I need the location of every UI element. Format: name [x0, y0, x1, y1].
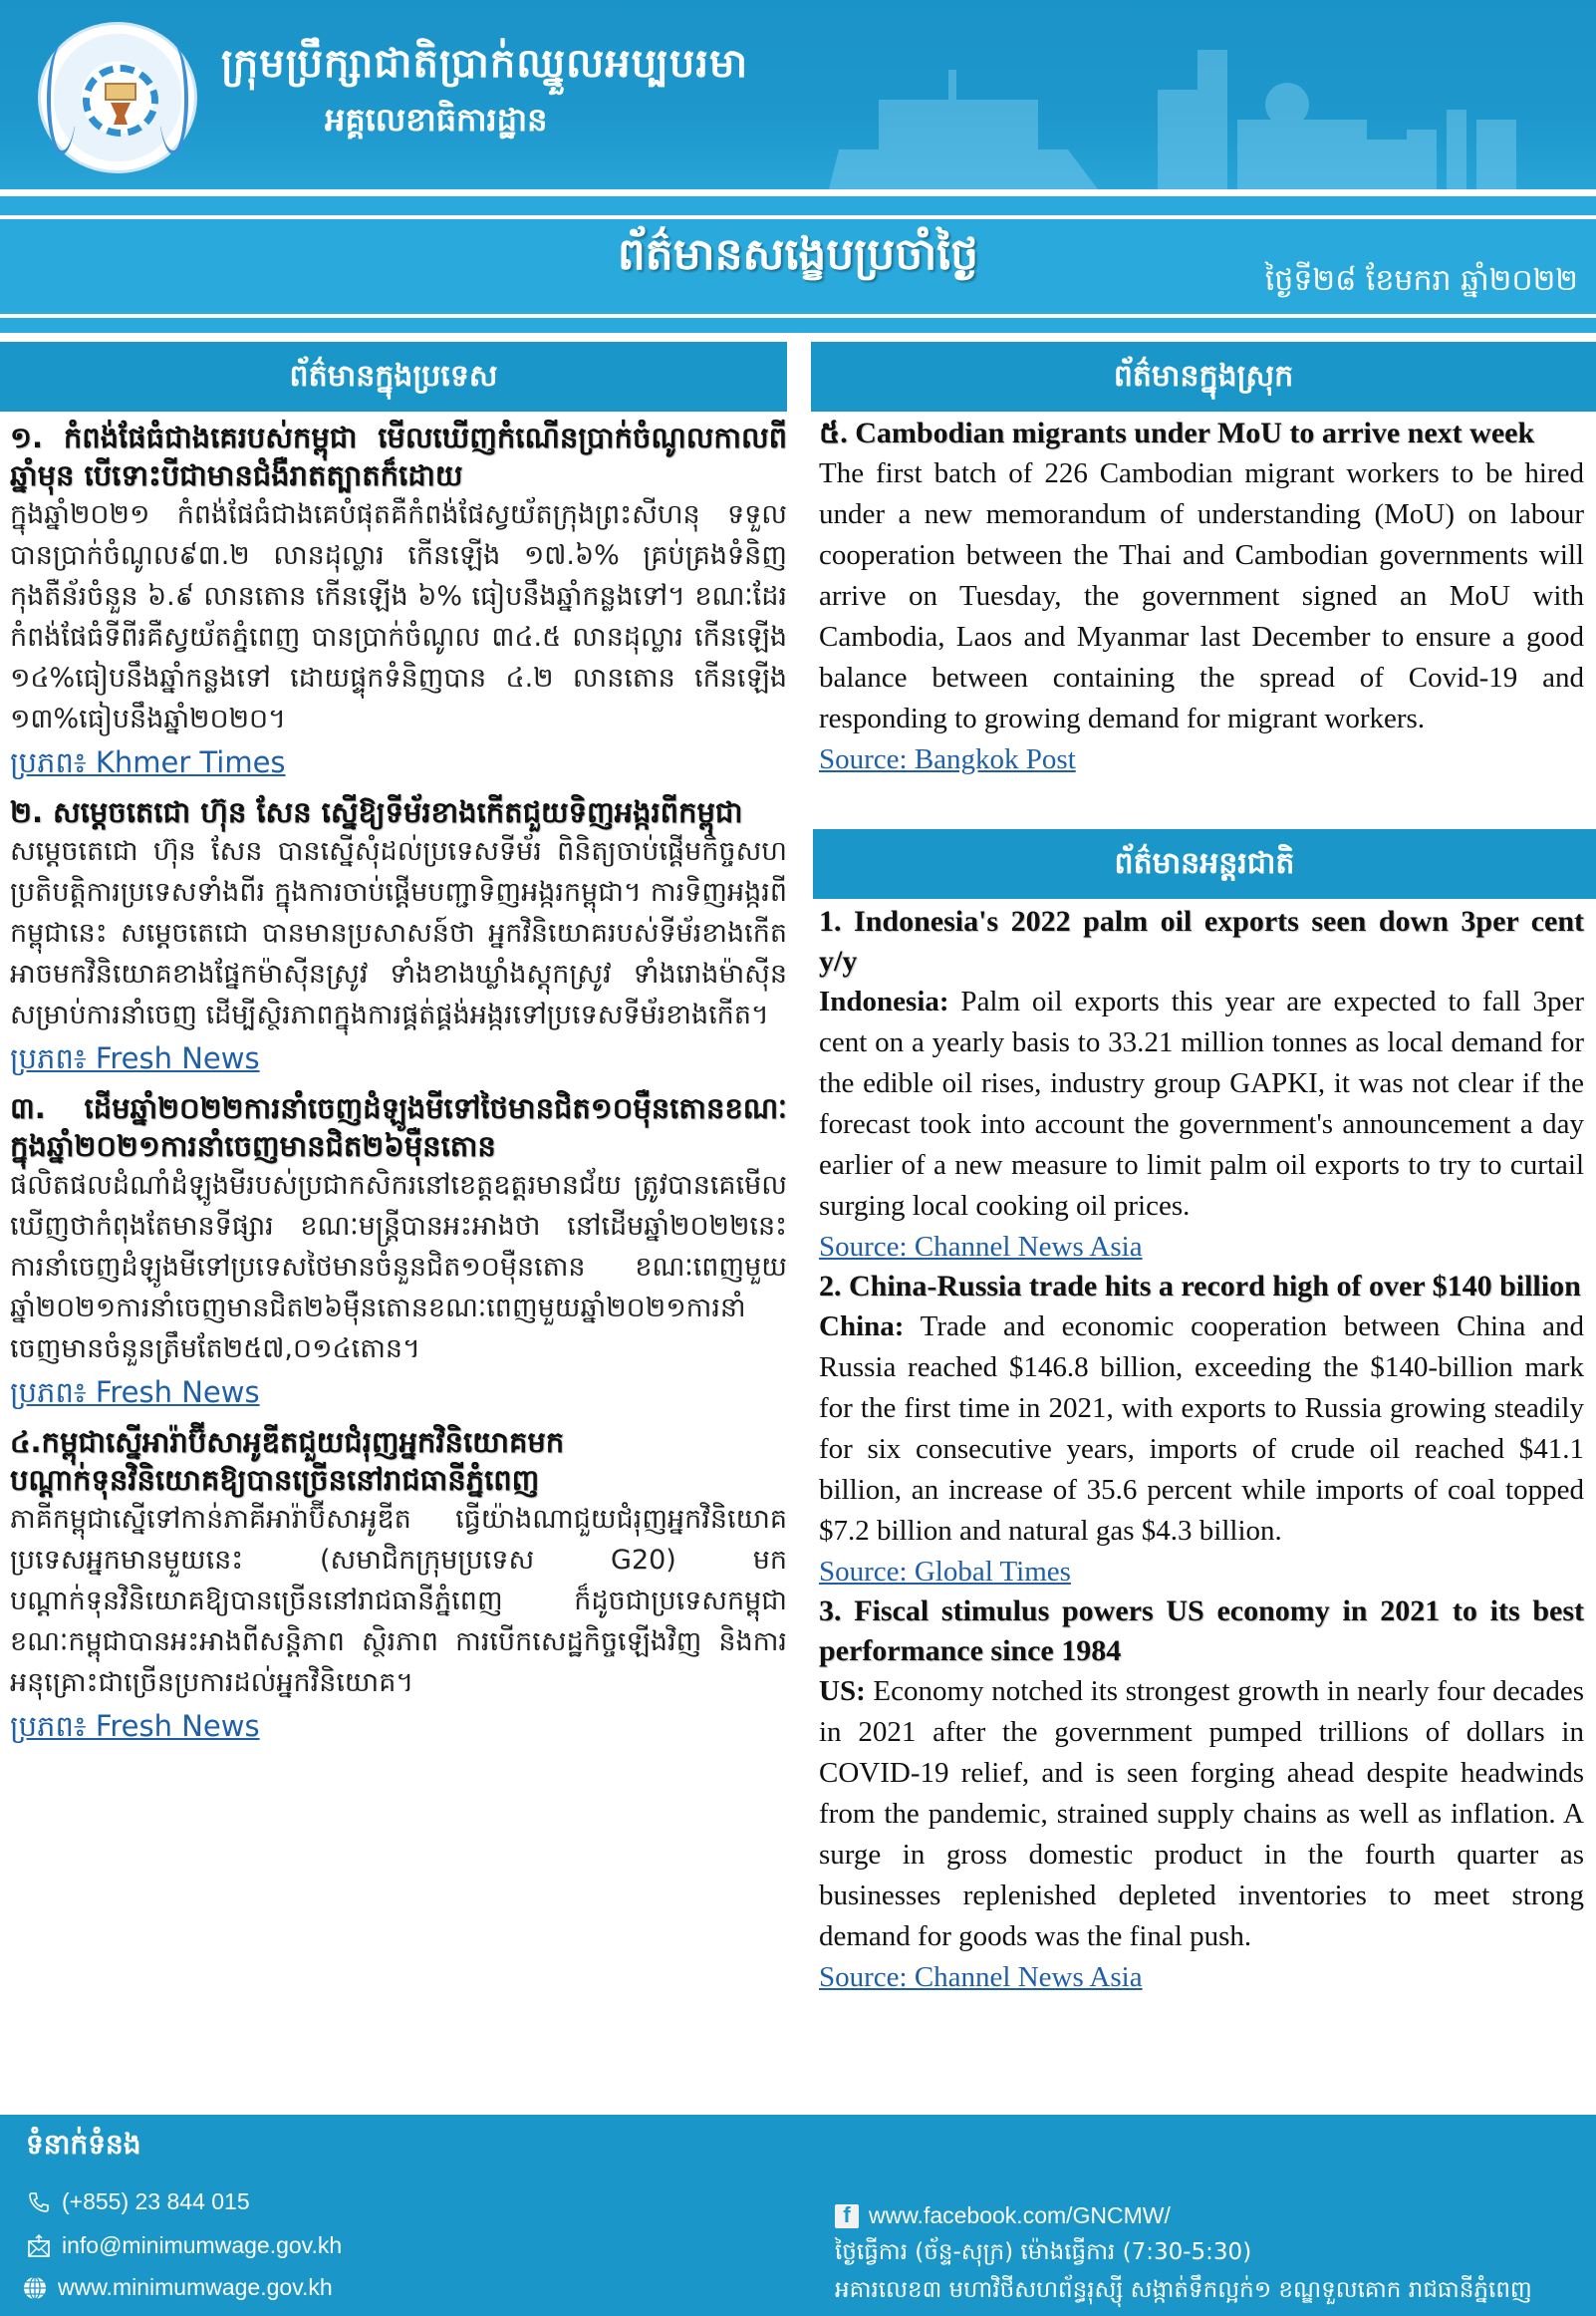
article-source-link[interactable]: ប្រភព៖ Fresh News: [10, 1709, 260, 1743]
contact-website: [22, 2274, 333, 2301]
article-headline: ៣. ដើមឆ្នាំ២០២២ការនាំចេញដំឡូងមីទៅថៃមានជិត១០ម៉ឺនតោនខណៈក្នុងឆ្នាំ២០២១ការនាំចេញមានជិត២៦ម៉ឺនតោន: [10, 1091, 787, 1163]
organization-subtitle: អគ្គលេខាធិការដ្ឋាន: [325, 101, 548, 139]
article-body: សម្តេចតេជោ ហ៊ុន សែន បានស្នើសុំដល់ប្រទេសទីម័រ ពិនិត្យចាប់ផ្តើមកិច្ចសហប្រតិបត្តិការប្រទេសទាំងពីរ ក្នុងការចាប់ផ្តើមបញ្ជាទិញអង្ករកម្ពុជា។ ការទិញអង្ករពីកម្ពុជានេះ សម្តេចតេជោ បានមានប្រសាសន៍ថា អ្នកវិនិយោគរបស់ទីម័រខាងកើត អាចមកវិនិយោគខាងផ្នែកម៉ាស៊ីនស្រូវ ទាំងខាងឃ្លាំងស្តុកស្រូវ ទាំងរោងម៉ាស៊ីនសម្រាប់ការនាំចេញ ដើម្បីស្ថិរភាពក្នុងការផ្គត់ផ្គង់អង្ករទៅប្រទេសទីម័រខាងកើត។: [10, 836, 787, 1030]
article-body: [819, 1671, 1584, 1957]
article-source-link[interactable]: ប្រភព៖ Fresh News: [10, 1375, 260, 1409]
article-body: ភាគីកម្ពុជាស្នើទៅកាន់ភាគីអារ៉ាប៊ីសាអូឌីត ធ្វើយ៉ាងណាជួយជំរុញអ្នកវិនិយោគប្រទេសអ្នកមានមួយនេះ (សមាជិកក្រុមប្រទេស G20) មកបណ្តាក់ទុនវិនិយោគឱ្យបានច្រើននៅរាជធានីភ្នំពេញ ក៏ដូចជាប្រទេសកម្ពុជា ខណៈកម្ពុជាបានអះអាងពីសន្តិភាព ស្ថិរភាព ការបើកសេដ្ឋកិច្ចឡើងវិញ និងការអនុគ្រោះជាច្រើនប្រការដល់អ្នកវិនិយោគ។: [10, 1504, 787, 1698]
facebook-link[interactable]: www.facebook.com/GNCMW/: [869, 2202, 1171, 2228]
globe-icon: [22, 2275, 48, 2301]
news-article: [10, 1089, 787, 1423]
city-port-skyline-illustration: [769, 30, 1566, 189]
header-banner: [0, 0, 1596, 189]
facebook-icon: f: [835, 2204, 859, 2228]
local-news-column: [819, 414, 1584, 779]
contact-facebook: [835, 2202, 1171, 2229]
organization-logo: [38, 22, 197, 173]
section-header-international-news: ព័ត៌មានអន្តរជាតិ: [813, 829, 1596, 899]
article-source-link[interactable]: Source: Global Times: [819, 1556, 1071, 1588]
article-headline: ១. កំពង់ផែធំជាងគេរបស់កម្ពុជា មើលឃើញកំណើនប្រាក់ចំណូលកាលពីឆ្នាំមុន បើទោះបីជាមានជំងឺរាតត្បាតក៏ដោយ: [10, 421, 787, 492]
header-stripe: [0, 318, 1596, 333]
news-article: [10, 1423, 787, 1757]
phone-icon: [26, 2189, 52, 2215]
news-article: [819, 1592, 1584, 1997]
contact-phone: [26, 2188, 250, 2215]
article-text: Trade and economic cooperation between China and Russia reached $146.8 billion, exceeding the $140-billion mark for the first time in 2021, with exports to Russia growing steadily for six consecutive years, imports of crude oil reached $41.1 billion, an increase of 35.6 percent while imports of coal topped $7.2 billion and natural gas $4.3 billion.: [819, 1310, 1584, 1547]
article-lead: Indonesia:: [819, 986, 949, 1017]
laurel-right-icon: [158, 45, 188, 154]
article-source-link[interactable]: Source: Channel News Asia: [819, 1961, 1143, 1993]
envelope-icon: [26, 2233, 52, 2259]
article-body: ក្នុងឆ្នាំ២០២១ កំពង់ផែធំជាងគេបំផុតគឺកំពង់ផែស្វយ័តក្រុងព្រះសីហនុ ទទួលបានប្រាក់ចំណូល៩៣.២ លានដុល្លារ កើនឡើង ១៧.៦% គ្រប់គ្រងទំនិញកុងតឺន័រចំនួន ៦.៩ លានតោន កើនឡើង ៦% ធៀបនឹងឆ្នាំកន្លងទៅ។ ខណៈដែរកំពង់ផែធំទីពីរគឺស្វយ័តភ្នំពេញ បានប្រាក់ចំណូល ៣៤.៥ លានដុល្លារ កើនឡើង ១៤%ធៀបនឹងឆ្នាំកន្លងទៅ ដោយផ្ទុកទំនិញបាន ៤.២ លានតោន កើនឡើង ១៣%ធៀបនឹងឆ្នាំ២០២០។: [10, 499, 787, 734]
header-divider: [0, 189, 1596, 196]
contact-email: [26, 2232, 342, 2259]
section-header-local-news: ព័ត៌មានក្នុងស្រុក: [811, 342, 1596, 412]
article-source-link[interactable]: ប្រភព៖ Khmer Times: [10, 745, 286, 779]
laurel-left-icon: [47, 45, 77, 154]
article-headline: 2. China-Russia trade hits a record high of over $140 billion: [819, 1270, 1581, 1303]
office-address: អគារលេខ៣ មហាវិថីសហព័ន្ធរុស្ស៊ី សង្កាត់ទឹកល្អក់១ ខណ្ឌទួលគោក រាជធានីភ្នំពេញ: [835, 2277, 1532, 2303]
article-headline: ២. សម្តេចតេជោ ហ៊ុន សែន ស្នើឱ្យទីម័រខាងកើតជួយទិញអង្ករពីកម្ពុជា: [10, 795, 743, 829]
article-headline: 3. Fiscal stimulus powers US economy in 2021 to its best performance since 1984: [819, 1594, 1584, 1667]
news-article: [10, 419, 787, 793]
email-address[interactable]: info@minimumwage.gov.kh: [62, 2232, 343, 2258]
gear-emblem-icon: [83, 65, 158, 137]
document-date: ថ្ងៃទី២៨ ខែមករា ឆ្នាំ២០២២: [1264, 263, 1578, 298]
international-news-column: [819, 902, 1584, 1997]
organization-title: ក្រុមប្រឹក្សាជាតិប្រាក់ឈ្នួលអប្បបរមា: [221, 41, 749, 87]
article-headline: 1. Indonesia's 2022 palm oil exports seen down 3per cent y/y: [819, 905, 1584, 978]
news-article: [10, 793, 787, 1089]
article-source-link[interactable]: Source: Bangkok Post: [819, 743, 1076, 775]
header-stripe: [0, 196, 1596, 215]
article-text: Palm oil exports this year are expected to fall 3per cent on a yearly basis to 33.21 million tonnes as local demand for the edible oil rises, industry group GAPKI, it was not clear if the forecast took into account the government's announcement a day earlier of a new measure to limit palm oil exports to try to curtail surging local cooking oil prices.: [819, 986, 1584, 1222]
title-band: [0, 219, 1596, 314]
phone-number[interactable]: (+855) 23 844 015: [62, 2188, 250, 2214]
article-body: [819, 982, 1584, 1227]
article-source-link[interactable]: ប្រភព៖ Fresh News: [10, 1041, 260, 1075]
article-headline: ៥. Cambodian migrants under MoU to arrive next week: [819, 417, 1535, 449]
document-title: ព័ត៌មានសង្ខេបប្រចាំថ្ងៃ: [617, 229, 979, 280]
news-article: [819, 1267, 1584, 1592]
article-source-link[interactable]: Source: Channel News Asia: [819, 1231, 1143, 1263]
article-body: The first batch of 226 Cambodian migrant workers to be hired under a new memorandum of understanding (MoU) on labour cooperation between the Thai and Cambodian governments will arrive on Tuesday, the government signed an MoU with Cambodia, Laos and Myanmar last December to ensure a good balance between containing the spread of Covid-19 and responding to growing demand for migrant workers.: [819, 457, 1584, 734]
contact-title: ទំនាក់ទំនង: [26, 2128, 141, 2161]
section-header-national-news: ព័ត៌មានក្នុងប្រទេស: [0, 342, 787, 412]
article-lead: China:: [819, 1310, 905, 1342]
office-hours: ថ្ងៃធ្វើការ (ច័ន្ទ-សុក្រ) ម៉ោងធ្វើការ (7:30-5:30): [835, 2239, 1252, 2265]
news-article: [819, 902, 1584, 1267]
article-body: [819, 1306, 1584, 1552]
article-body: ផលិតផលដំណាំដំឡូងមីរបស់ប្រជាកសិករនៅខេត្តឧត្តរមានជ័យ ត្រូវបានគេមើលឃើញថាកំពុងតែមានទីផ្សារ ខណៈមន្ត្រីបានអះអាងថា នៅដើមឆ្នាំ២០២២នេះ ការនាំចេញដំឡូងមីទៅប្រទេសថៃមានចំនួនជិត១០ម៉ឺនតោន ខណៈពេញមួយឆ្នាំ២០២១ការនាំចេញមានជិត២៦ម៉ឺនតោនខណៈពេញមួយឆ្នាំ២០២១ការនាំចេញមានចំនួនត្រឹមតែ២៥៧,០១៤តោន។: [10, 1170, 787, 1364]
website-link[interactable]: www.minimumwage.gov.kh: [58, 2274, 333, 2300]
book-emblem-icon: [105, 83, 136, 101]
article-headline: ៤.កម្ពុជាស្នើអារ៉ាប៊ីសាអូឌីតជួយជំរុញអ្នកវិនិយោគមកបណ្តាក់ទុនវិនិយោគឱ្យបានច្រើននៅរាជធានីភ្នំពេញ: [10, 1425, 565, 1497]
article-text: Economy notched its strongest growth in nearly four decades in 2021 after the government pumped trillions of dollars in COVID-19 relief, and is seen forging ahead despite headwinds from the pandemic, strained supply chains as well as inflation. A surge in gross domestic product in the fourth quarter as businesses replenished depleted inventories to meet strong demand for goods was the final push.: [819, 1675, 1584, 1952]
national-news-column: [10, 419, 787, 1757]
footer: [0, 2115, 1596, 2316]
article-lead: US:: [819, 1675, 866, 1707]
